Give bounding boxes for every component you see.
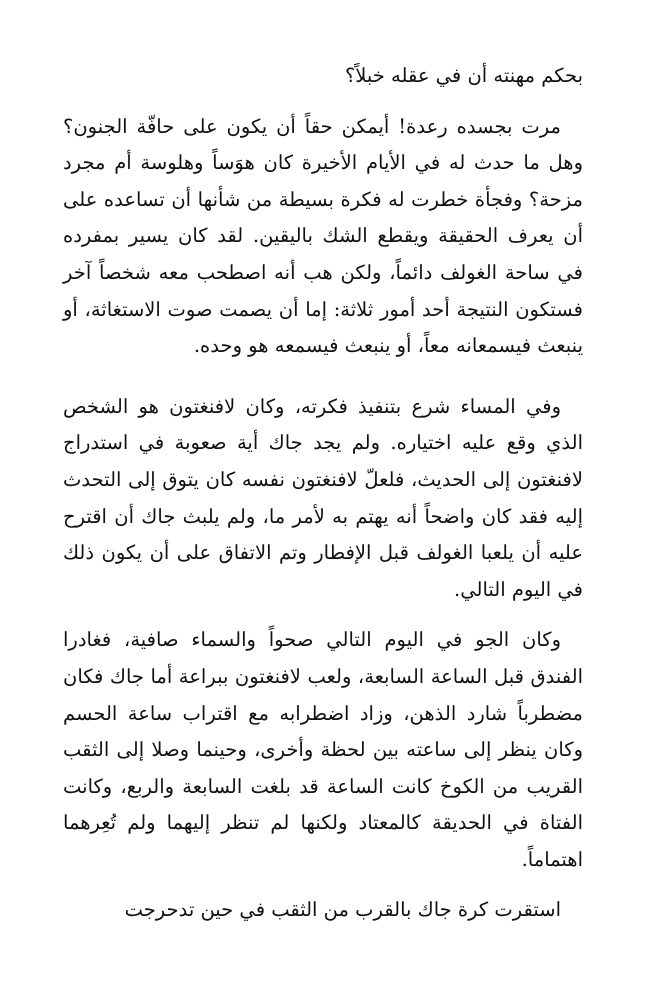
- book-page: [63, 58, 583, 929]
- paragraph-2: مرت بجسده رعدة! أيمكن حقاً أن يكون على حافّة الجنون؟ وهل ما حدث له في الأيام الأخيرة كان هوَساً وهلوسة أم مجرد مزحة؟ وفجأة خطرت له فكرة بسيطة من شأنها أن تساعده على أن يعرف الحقيقة ويقطع الشك باليقين. لقد كان يسير بمفرده في ساحة الغولف دائماً، ولكن هب أنه اصطحب معه شخصاً آخر فستكون النتيجة أحد أمور ثلاثة: إما أن يصمت صوت الاستغاثة، أو ينبعث فيسمعانه معاً، أو ينبعث فيسمعه هو وحده.: [63, 114, 583, 358]
- paragraph-3: وفي المساء شرع بتنفيذ فكرته، وكان لافنغتون هو الشخص الذي وقع عليه اختياره. ولم يجد جاك أية صعوبة في استدراج لافنغتون إلى الحديث، فلعلّ لافنغتون نفسه كان يتوق إلى التحدث إليه فقد كان واضحاً أنه يهتم به لأمر ما، ولم يلبث جاك أن اقترح عليه أن يلعبا الغولف قبل الإفطار وتم الاتفاق على أن يكون ذلك في اليوم التالي.: [63, 394, 583, 601]
- paragraph-4: وكان الجو في اليوم التالي صحواً والسماء صافية، فغادرا الفندق قبل الساعة السابعة، ولعب لافنغتون ببراعة أما جاك فكان مضطرباً شارد الذهن، وزاد اضطرابه مع اقتراب ساعة الحسم وكان ينظر إلى ساعته بين لحظة وأخرى، وحينما وصلا إلى الثقب القريب من الكوخ كانت الساعة قد بلغت السابعة والربع، وكانت الفتاة في الحديقة كالمعتاد ولكنها لم تنظر إليهما ولم تُعِرهما اهتماماً.: [63, 628, 583, 871]
- paragraph-5: استقرت كرة جاك بالقرب من الثقب في حين تدحرجت: [124, 898, 561, 922]
- paragraph-1: بحكم مهنته أن في عقله خبلاً؟: [344, 64, 583, 87]
